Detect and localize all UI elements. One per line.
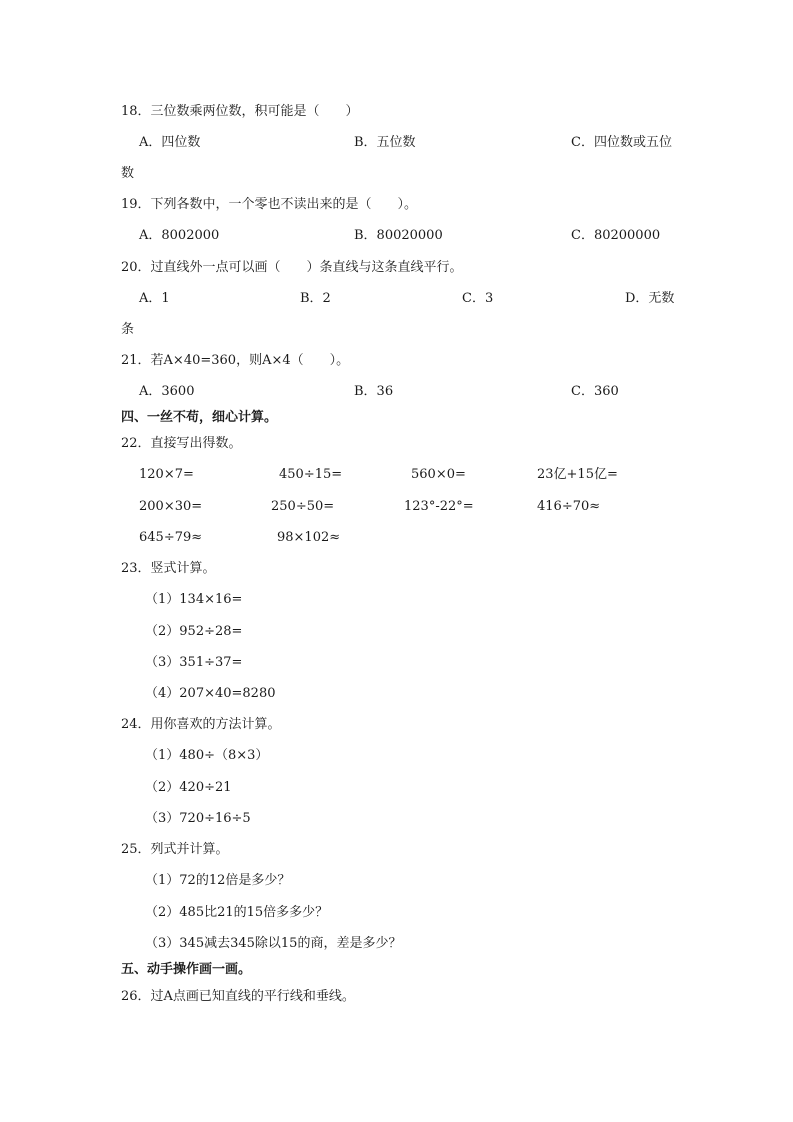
question-18-option-a: A．四位数 [139,135,201,150]
question-23-item: （1）134×16= [145,592,243,607]
question-25-item: （2）485比21的15倍多多少？ [145,905,329,920]
calc-item: 200×30= [139,499,203,514]
question-19-option-c: C．80200000 [571,228,661,243]
question-23-stem: 23．竖式计算。 [121,561,216,576]
question-19-option-a: A．8002000 [139,228,220,243]
question-18-option-c-wrap: 数 [121,166,135,181]
question-19-stem: 19．下列各数中，一个零也不读出来的是（ ）。 [121,197,418,212]
question-21-stem: 21．若A×40=360，则A×4（ ）。 [121,353,350,368]
calc-item: 450÷15= [279,467,343,482]
calc-item: 120×7= [139,467,194,482]
question-23-item: （3）351÷37= [145,655,243,670]
section-4-heading: 四、一丝不苟，细心计算。 [121,410,278,425]
question-24-item: （2）420÷21 [145,780,232,795]
question-25-item: （1）72的12倍是多少？ [145,873,291,888]
question-25-stem: 25．列式并计算。 [121,842,229,857]
question-23-item: （4）207×40=8280 [145,686,276,701]
calc-item: 123°-22°= [404,499,474,514]
question-18-option-b: B．五位数 [354,135,416,150]
question-25-item: （3）345减去345除以15的商，差是多少？ [145,936,402,951]
calc-item: 98×102≈ [277,530,341,545]
question-18-option-c: C．四位数或五位 [571,135,672,150]
calc-item: 560×0= [411,467,466,482]
question-19-option-b: B．80020000 [354,228,443,243]
question-21-option-b: B．36 [354,384,394,399]
question-22-stem: 22．直接写出得数。 [121,436,242,451]
question-24-item: （3）720÷16÷5 [145,811,251,826]
calc-item: 645÷79≈ [139,530,203,545]
question-24-stem: 24．用你喜欢的方法计算。 [121,717,281,732]
section-5-heading: 五、动手操作画一画。 [121,962,252,977]
calc-item: 23亿+15亿= [537,467,618,482]
question-20-option-c: C．3 [462,291,494,306]
calc-item: 416÷70≈ [537,499,601,514]
question-20-option-a: A．1 [139,291,170,306]
question-18-stem: 18．三位数乘两位数，积可能是（ ） [121,104,359,119]
question-24-item: （1）480÷（8×3） [145,748,269,763]
calc-item: 250÷50= [271,499,335,514]
question-26-stem: 26．过A点画已知直线的平行线和垂线。 [121,989,355,1004]
question-21-option-a: A．3600 [139,384,195,399]
question-20-stem: 20．过直线外一点可以画（ ）条直线与这条直线平行。 [121,260,463,275]
question-20-option-d: D．无数 [625,291,675,306]
question-23-item: （2）952÷28= [145,624,243,639]
question-20-option-d-wrap: 条 [121,322,135,337]
question-21-option-c: C．360 [571,384,619,399]
question-20-option-b: B．2 [300,291,331,306]
